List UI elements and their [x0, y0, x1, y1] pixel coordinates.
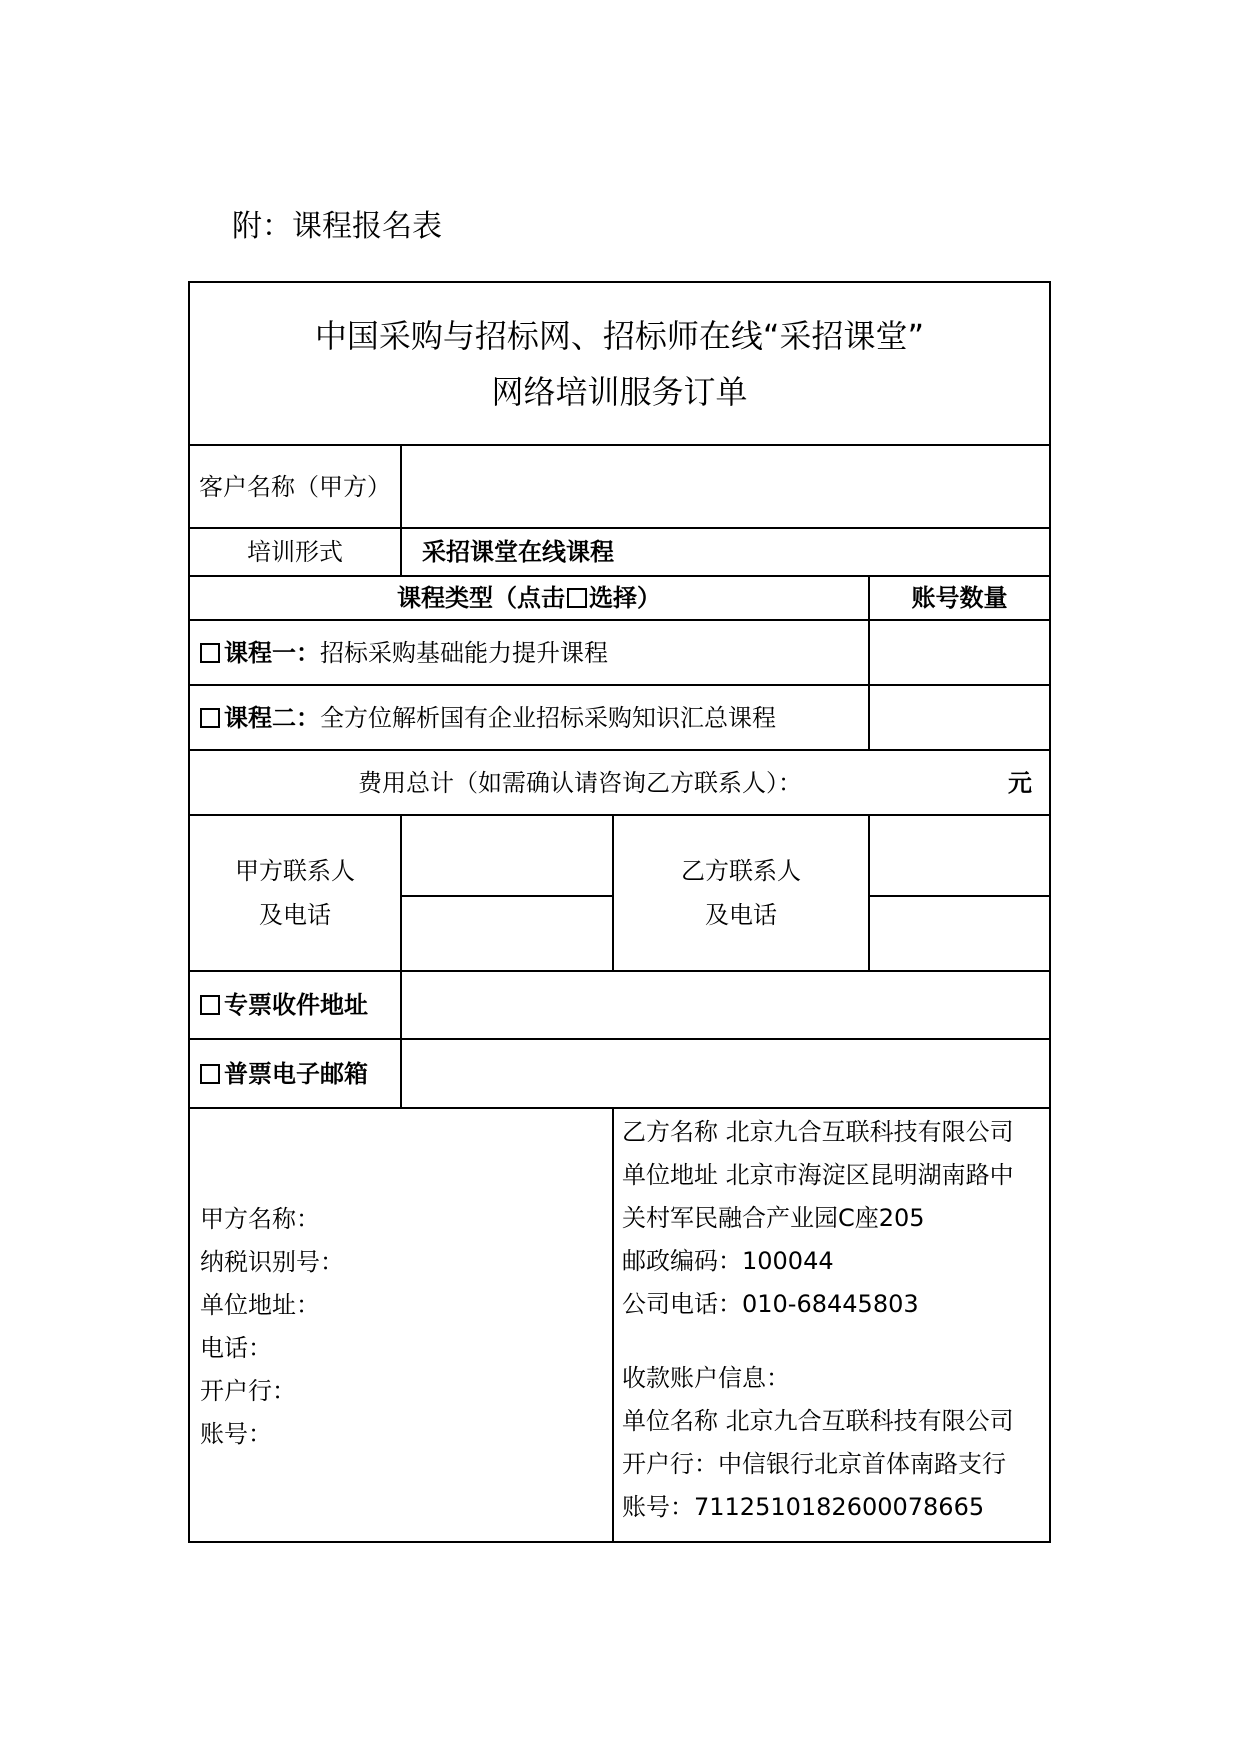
party-a-info	[200, 1198, 344, 1456]
course-one-name: 招标采购基础能力提升课程	[320, 638, 608, 667]
course-two-row	[190, 686, 868, 749]
rule	[190, 1107, 1049, 1109]
party-b-info-line: 邮政编码：100044	[622, 1247, 834, 1275]
party-b-info-line: 公司电话：010-68445803	[622, 1290, 919, 1318]
course-two-label: 课程二：	[224, 703, 320, 732]
party-a-info-line: 电话：	[200, 1334, 272, 1362]
fee-unit: 元	[1008, 768, 1032, 797]
party-b-info-line: 单位地址 北京市海淀区昆明湖南路中	[622, 1161, 1014, 1189]
party-a-info-line: 账号：	[200, 1420, 272, 1448]
party-b-contact-phone-field[interactable]	[870, 897, 1049, 970]
course-two-name: 全方位解析国有企业招标采购知识汇总课程	[320, 703, 776, 732]
course-type-header	[190, 577, 868, 619]
special-invoice-label: 专票收件地址	[224, 991, 368, 1019]
checkbox-icon	[567, 588, 587, 608]
party-a-contact-name-field[interactable]	[402, 816, 612, 895]
party-a-contact-line2: 及电话	[259, 901, 331, 929]
course-one-row	[190, 621, 868, 684]
special-invoice-checkbox[interactable]	[200, 995, 220, 1015]
party-b-contact-line2: 及电话	[705, 901, 777, 929]
training-form-value: 采招课堂在线课程	[422, 538, 614, 566]
form-title	[190, 283, 1049, 444]
party-a-info-line: 单位地址：	[200, 1291, 320, 1319]
course-one-checkbox[interactable]	[200, 643, 220, 663]
special-invoice-address-field[interactable]	[402, 972, 1049, 1038]
general-invoice-email-field[interactable]	[402, 1040, 1049, 1107]
fee-total-label: 费用总计（如需确认请咨询乙方联系人）：	[358, 768, 802, 797]
general-invoice-row	[190, 1040, 400, 1107]
party-a-info-line: 纳税识别号：	[200, 1248, 344, 1276]
party-b-info-line: 账号：711251018260007866​5	[622, 1493, 985, 1521]
page-heading: 附：课程报名表	[232, 209, 442, 244]
form-title-line1: 中国采购与招标网、招标师在线“采招课堂”	[314, 316, 925, 355]
party-b-info-line: 开户行：中信银行北京首体南路支行	[622, 1450, 1006, 1478]
party-b-info-line: 单位名称 北京九合互联科技有限公司	[622, 1407, 1014, 1435]
party-a-contact-line1: 甲方联系人	[235, 857, 355, 885]
rule	[612, 1107, 614, 1541]
customer-name-field[interactable]	[402, 446, 1049, 527]
party-b-contact-line1: 乙方联系人	[681, 857, 801, 885]
general-invoice-label: 普票电子邮箱	[224, 1059, 368, 1088]
party-a-info-line: 开户行：	[200, 1377, 296, 1405]
form-title-line2: 网络培训服务订单	[491, 372, 748, 411]
course-two-checkbox[interactable]	[200, 708, 220, 728]
party-b-info-line: 乙方名称 北京九合互联科技有限公司	[622, 1118, 1014, 1146]
training-form-label: 培训形式	[247, 538, 343, 566]
party-b-info-line: 关村军民融合产业园C座205	[622, 1204, 925, 1232]
party-b-info-line	[622, 1326, 1014, 1357]
general-invoice-checkbox[interactable]	[200, 1064, 220, 1084]
course-one-label: 课程一：	[224, 638, 320, 667]
course-two-count-field[interactable]	[870, 686, 1049, 749]
party-b-contact-name-field[interactable]	[870, 816, 1049, 895]
account-count-header: 账号数量	[911, 584, 1008, 612]
course-type-header-post: 选择）	[589, 584, 661, 612]
party-b-info	[622, 1111, 1014, 1529]
course-one-count-field[interactable]	[870, 621, 1049, 684]
customer-name-label: 客户名称（甲方）	[199, 472, 391, 501]
special-invoice-row	[190, 972, 400, 1038]
order-form	[188, 281, 1051, 1543]
party-b-contact-label	[614, 816, 868, 970]
party-a-contact-label	[190, 816, 400, 970]
party-a-info-line: 甲方名称：	[200, 1205, 320, 1233]
course-type-header-pre: 课程类型（点击	[397, 584, 565, 612]
party-a-contact-phone-field[interactable]	[402, 897, 612, 970]
party-b-info-line: 收款账户信息：	[622, 1364, 790, 1392]
